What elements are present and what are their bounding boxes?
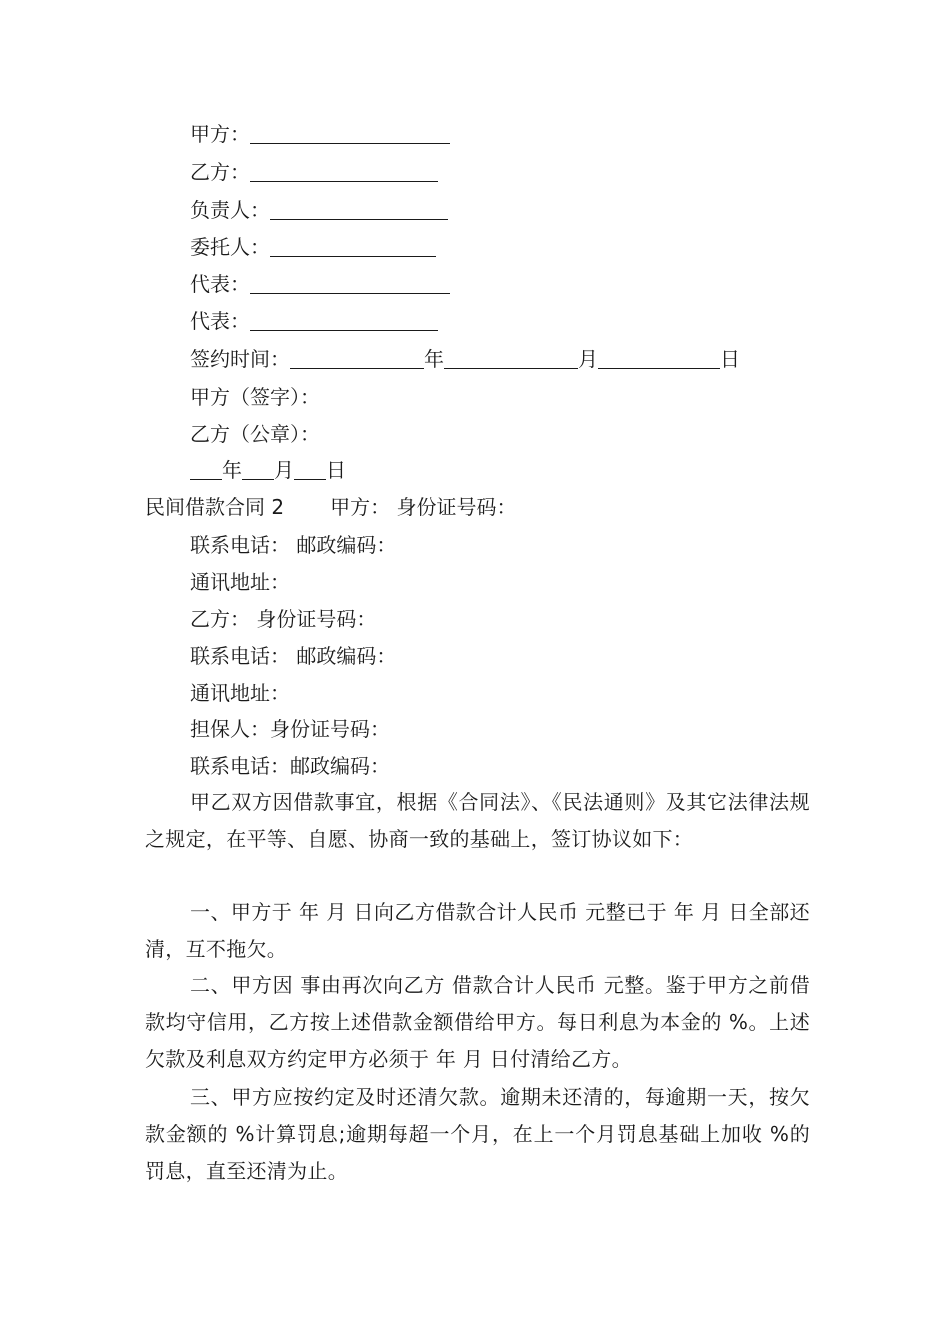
- signing-time-line: [190, 345, 740, 373]
- party-a-label: 甲方：: [190, 122, 250, 146]
- entrusted-person-line: [190, 233, 436, 261]
- representative-line-2: [190, 307, 438, 335]
- signing-year-blank: [290, 348, 424, 369]
- date-day-blank: [294, 459, 326, 480]
- guarantor-phone-label: 联系电话：邮政编码：: [190, 754, 390, 778]
- guarantor-id-line: [190, 715, 390, 743]
- guarantor-id-label: 担保人：身份证号码：: [190, 717, 390, 741]
- representative-blank-1: [250, 273, 450, 294]
- signing-year-label: 年: [424, 347, 444, 371]
- date-year-label: 年: [222, 458, 242, 482]
- clause-1-paragraph: 一、甲方于 年 月 日向乙方借款合计人民币 元整已于 年 月 日全部还清，互不拖欠。: [145, 900, 810, 961]
- party-a-sign-label: 甲方（签字）：: [190, 385, 320, 409]
- representative-label-2: 代表：: [190, 309, 250, 333]
- party-b-phone-label: 联系电话： 邮政编码：: [190, 644, 397, 668]
- date-year-blank: [190, 459, 222, 480]
- date-line: [190, 456, 346, 484]
- entrusted-person-blank: [270, 236, 436, 257]
- signing-month-blank: [444, 348, 578, 369]
- intro-paragraph: 甲乙双方因借款事宜，根据《合同法》、《民法通则》及其它法律法规之规定，在平等、自愿、协商一致的基础上，签订协议如下：: [145, 790, 810, 851]
- entrusted-person-label: 委托人：: [190, 235, 270, 259]
- signing-time-label: 签约时间：: [190, 347, 290, 371]
- date-month-label: 月: [274, 458, 294, 482]
- party-b-seal-line: [190, 420, 320, 448]
- party-b-address-line: [190, 679, 290, 707]
- responsible-person-blank: [270, 199, 448, 220]
- date-month-blank: [242, 459, 274, 480]
- party-b-label: 乙方：: [190, 160, 250, 184]
- party-b-phone-line: [190, 642, 396, 670]
- party-a-sign-line: [190, 383, 320, 411]
- party-a-address-line: [190, 568, 290, 596]
- party-b-seal-label: 乙方（公章）：: [190, 422, 320, 446]
- representative-blank-2: [250, 310, 438, 331]
- party-b-id-line: [190, 605, 376, 633]
- party-a-phone-line: [190, 531, 396, 559]
- representative-line-1: [190, 270, 450, 298]
- responsible-person-label: 负责人：: [190, 198, 270, 222]
- date-day-label: 日: [326, 458, 346, 482]
- guarantor-phone-line: [190, 752, 390, 780]
- party-b-address-label: 通讯地址：: [190, 681, 290, 705]
- signing-month-label: 月: [578, 347, 598, 371]
- signing-day-label: 日: [720, 347, 740, 371]
- party-a-line: [190, 120, 450, 148]
- contract2-heading: 民间借款合同 2: [145, 495, 285, 519]
- clause-3-paragraph: 三、甲方应按约定及时还清欠款。逾期未还清的，每逾期一天，按欠款金额的 %计算罚息;逾期每超一个月，在上一个月罚息基础上加收 %的罚息，直至还清为止。: [145, 1085, 810, 1183]
- clause-2-paragraph: 二、甲方因 事由再次向乙方 借款合计人民币 元整。鉴于甲方之前借款均守信用，乙方按上述借款金额借给甲方。每日利息为本金的 %。上述欠款及利息双方约定甲方必须于 年 月 日付清给乙方。: [145, 973, 810, 1071]
- responsible-person-line: [190, 196, 448, 224]
- contract2-header-line: [145, 493, 516, 521]
- representative-label-1: 代表：: [190, 272, 250, 296]
- party-a-phone-label: 联系电话： 邮政编码：: [190, 533, 397, 557]
- party-b-blank: [250, 161, 438, 182]
- party-a-address-label: 通讯地址：: [190, 570, 290, 594]
- signing-day-blank: [598, 348, 720, 369]
- party-a-id-label: 甲方： 身份证号码：: [330, 495, 517, 519]
- party-a-blank: [250, 123, 450, 144]
- party-b-line: [190, 158, 438, 186]
- party-b-id-label: 乙方： 身份证号码：: [190, 607, 377, 631]
